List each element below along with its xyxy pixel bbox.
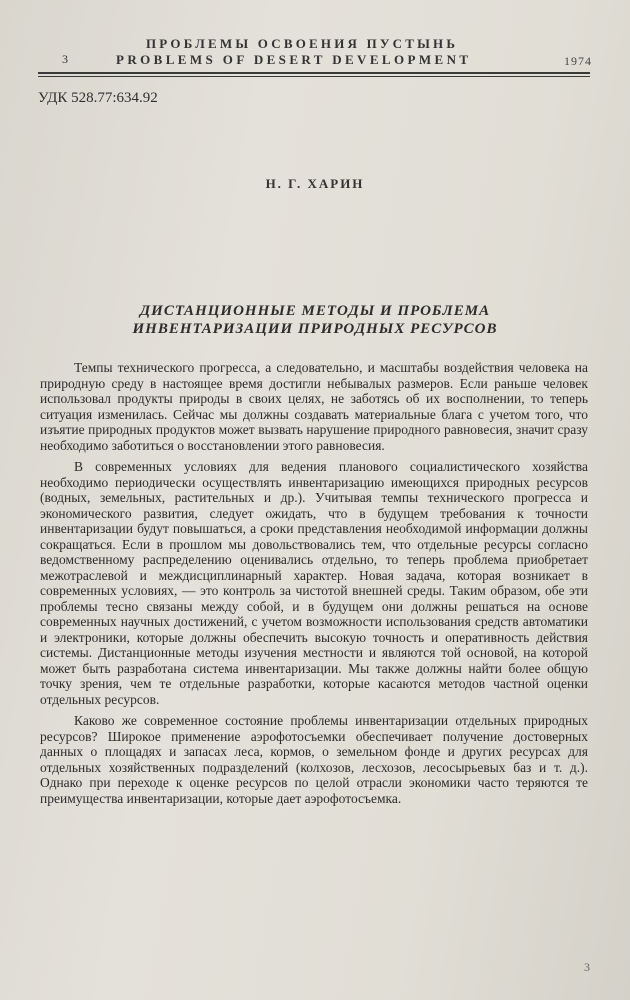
publication-year: 1974 bbox=[564, 54, 592, 68]
page-number: 3 bbox=[584, 960, 590, 974]
issue-number: 3 bbox=[62, 52, 68, 66]
journal-title-en: PROBLEMS OF DESERT DEVELOPMENT bbox=[116, 52, 472, 67]
journal-title-ru: ПРОБЛЕМЫ ОСВОЕНИЯ ПУСТЫНЬ bbox=[146, 36, 459, 51]
body-paragraph: В современных условиях для ведения планового социалистического хозяйства необходимо периодически осуществлять инвентаризацию имеющихся природных ресурсов (водных, земельных, растительных и др.). Учитывая темпы технического прогресса и экономического развития, следует ожидать, что в будущем требования к точности инвентаризации будут повышаться, а сроки представления необходимой информации должны сокращаться. Если в прошлом мы довольствовались тем, что отдельные ресурсы согласно ведомственному распределению оценивались отдельно, то теперь проблема приобретает межотраслевой и междисциплинарный характер. Новая задача, которая возникает в современных условиях, — это контроль за чистотой внешней среды. Таким образом, обе эти проблемы тесно связаны между собой, и в будущем они должны решаться на основе современных научных достижений, с учетом возможности использования средств автоматики и электроники, которые должны обеспечить высокую точность и оперативность действия системы. Дистанционные методы изучения местности и являются той основой, на которой может быть разработана система инвентаризации. Мы также должны найти более общую точку зрения, чем те отдельные разработки, которые касаются методов частной оценки отдельных ресурсов. bbox=[40, 459, 588, 707]
body-paragraph: Каково же современное состояние проблемы инвентаризации отдельных природных ресурсов? Широкое применение аэрофотосъемки обеспечивает получение достоверных данных о площадях и запасах леса, кормов, о земельном фонде и других ресурсах для отдельных хозяйственных подразделений (колхозов, лесхозов, лесосырьевых баз и т. д.). Однако при переходе к оценке ресурсов по целой отрасли экономики часто теряются те преимущества инвентаризации, которые дает аэрофотосъемка. bbox=[40, 713, 588, 806]
article-body bbox=[40, 360, 588, 812]
journal-header bbox=[36, 36, 592, 76]
udc-code: УДК 528.77:634.92 bbox=[38, 90, 158, 106]
header-rule-thin bbox=[38, 76, 590, 77]
body-paragraph: Темпы технического прогресса, а следовательно, и масштабы воздействия человека на природную среду в настоящее время достигли небывалых размеров. Если раньше человек использовал продукты природы в своих целях, не заботясь об их восполнении, то теперь ситуация изменилась. Сейчас мы должны создавать материальные блага с учетом того, что изъятие природных продуктов может вызвать нарушение природного равновесия, значит сразу необходимо заботиться о восстановлении этого равновесия. bbox=[40, 360, 588, 453]
author-name: Н. Г. ХАРИН bbox=[265, 176, 365, 191]
article-title-line: ИНВЕНТАРИЗАЦИИ ПРИРОДНЫХ РЕСУРСОВ bbox=[132, 321, 498, 337]
header-rule-thick bbox=[38, 72, 590, 74]
article-title bbox=[0, 302, 630, 338]
article-title-line: ДИСТАНЦИОННЫЕ МЕТОДЫ И ПРОБЛЕМА bbox=[139, 303, 491, 319]
